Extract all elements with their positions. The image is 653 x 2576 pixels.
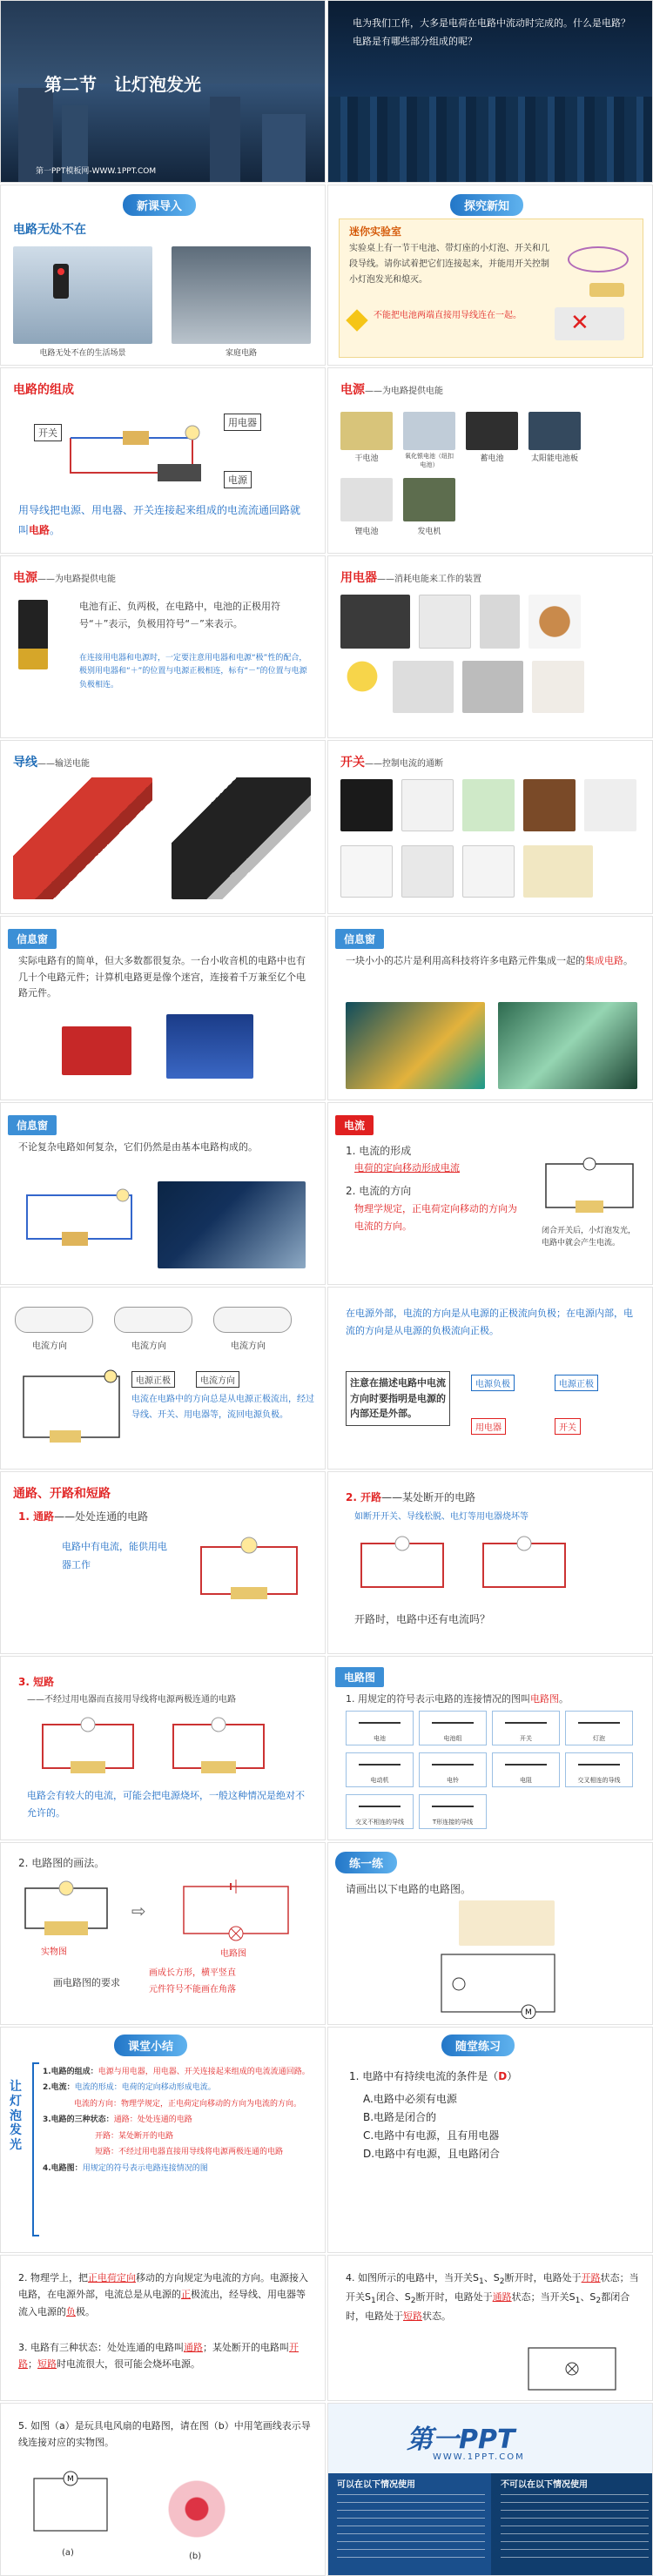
info-text: 一块小小的芯片是利用高科技将许多电路元件集成一起的集成电路。 xyxy=(346,955,633,966)
tv-image xyxy=(340,595,410,649)
caption: 锂电池 xyxy=(354,528,379,536)
slide-practice-2 xyxy=(327,2027,653,2253)
heading: 电路图 xyxy=(335,1667,384,1687)
flow-box: 电源正极 xyxy=(131,1371,175,1388)
caption: 氧化银电池（纽扣电池） xyxy=(405,453,454,468)
slide-info-window-1 xyxy=(0,916,326,1100)
symbol-label: 电池组 xyxy=(443,1735,462,1742)
current-circuit-diagram xyxy=(537,1155,642,1216)
wire-coil-image xyxy=(568,246,629,272)
slide-wires xyxy=(0,740,326,914)
symbol-icon xyxy=(359,1722,401,1724)
symbol-label: 交叉相连的导线 xyxy=(577,1777,621,1784)
lab-text: 实验桌上有一节干电池、带灯座的小灯泡、开关和几段导线。请你试着把它们连接起来，并能用开关控制小灯泡发光和熄灭。 xyxy=(349,244,549,285)
direction-text: 在电源外部，电流的方向是从电源的正极流向负极；在电源内部，电流的方向是从电源的负极流向正极。 xyxy=(346,1308,633,1336)
heading: 电路的组成 xyxy=(13,383,74,397)
circuit-label: 电路图 xyxy=(220,1949,246,1959)
nav-label: 随堂练习 xyxy=(441,2035,515,2056)
washer-image xyxy=(419,595,471,649)
heading: 电源——为电路提供电能 xyxy=(340,383,443,397)
point-2: 2. 电流的方向 xyxy=(346,1185,412,1197)
fan-toy-image xyxy=(158,2470,236,2548)
battery-image xyxy=(114,1307,192,1333)
brand-url: WWW.1PPT.COM xyxy=(433,2452,525,2462)
symbol-icon xyxy=(505,1764,547,1766)
slide-circuit-composition xyxy=(0,367,326,554)
heading: 电源——为电路提供电能 xyxy=(13,571,116,585)
point: 2. 电路图的画法。 xyxy=(18,1857,105,1869)
poles-note: 在连接用电器和电源时，一定要注意用电器和电源“极”性的配合，极别用电器和“＋”的位置与电源正极相连，标有“－”的位置与电源负极相连。 xyxy=(79,654,307,689)
oven-image xyxy=(532,661,584,713)
switch-label: 开关 xyxy=(34,424,62,441)
lithium-battery-image xyxy=(340,478,393,521)
flow-box: 电流方向 xyxy=(196,1371,239,1388)
knife-switch-image xyxy=(523,779,576,831)
heading: 用电器——消耗电能来工作的装置 xyxy=(340,571,481,585)
requirements: 画成长方形，横平竖直 元件符号不能画在角落 xyxy=(149,1968,236,1994)
slide-title xyxy=(0,0,326,183)
summary-side-title: 让灯泡发光 xyxy=(10,2080,22,2153)
point-1: 1. 电流的形成 xyxy=(346,1145,412,1157)
point: 3. 短路 xyxy=(18,1676,55,1688)
slide-circuit-diagram xyxy=(327,1656,653,1840)
question-1: 1. 电路中有持续电流的条件是（D） xyxy=(349,2070,518,2082)
symbol-label: 电动机 xyxy=(370,1777,389,1784)
computer-image xyxy=(166,1014,253,1079)
circuit-board-image xyxy=(158,1181,306,1268)
wall-switch-image xyxy=(401,845,454,898)
heading: 电路无处不在 xyxy=(13,223,86,237)
question-3: 3. 电路有三种状态：处处连通的电路叫通路；某处断开的电路叫开路；短路时电流很大，很可能会烧坏电源。 xyxy=(18,2342,299,2371)
buildings-image xyxy=(13,246,152,344)
slide-power-sources xyxy=(327,367,653,554)
requirements-label: 画电路图的要求 xyxy=(53,1977,120,1988)
info-tag: 信息窗 xyxy=(8,929,57,949)
slide-explore xyxy=(327,185,653,366)
fridge-image xyxy=(480,595,520,649)
direction-label: 电流方向 xyxy=(131,1342,166,1351)
short-circuit-note: 电路会有较大的电流，可能会把电源烧坏，一般这种情况是绝对不允许的。 xyxy=(27,1790,305,1819)
slide-practice-4 xyxy=(327,2255,653,2401)
direction-text: 电流在电路中的方向总是从电源正极流出，经过导线、开关、用电器等，流回电源负极。 xyxy=(131,1395,314,1420)
symbol-icon xyxy=(505,1722,547,1724)
battery-image xyxy=(589,283,624,297)
printer-image xyxy=(462,661,523,713)
open-circuit-text: 如断开开关、导线松脱、电灯等用电器烧坏等 xyxy=(354,1512,528,1522)
battery-image xyxy=(15,1307,93,1333)
question-5: 5. 如图（a）是玩具电风扇的电路图，请在图（b）中用笔画线表示导线连接对应的实物图。 xyxy=(18,2420,311,2449)
flow-box: 电源负极 xyxy=(471,1375,515,1391)
symbol-cell xyxy=(346,1794,414,1829)
button-cell-image xyxy=(403,412,455,450)
info-tag: 信息窗 xyxy=(335,929,384,949)
caption: 电路无处不在的生活场景 xyxy=(39,349,126,358)
nav-label: 练一练 xyxy=(335,1852,397,1873)
allowed-heading: 可以在以下情况使用 xyxy=(337,2480,415,2490)
cross-icon: ✕ xyxy=(570,310,589,336)
slide-open-circuit xyxy=(327,1471,653,1654)
caption: 太阳能电池板 xyxy=(530,454,578,463)
circuit-board-image xyxy=(498,1002,637,1089)
night-city-image xyxy=(328,97,653,183)
short-circuit-image xyxy=(555,307,624,340)
nav-label: 课堂小结 xyxy=(114,2035,187,2056)
arrow-right-icon: ⇨ xyxy=(131,1900,146,1921)
breaker-image xyxy=(584,779,636,831)
slide-practice-5 xyxy=(0,2403,326,2576)
microwave-image xyxy=(393,661,454,713)
symbol-icon xyxy=(432,1764,474,1766)
black-wire-image xyxy=(172,777,311,899)
nav-label: 新课导入 xyxy=(123,194,196,216)
point-2-text: 物理学规定，正电荷定向移动的方向为电流的方向。 xyxy=(354,1203,517,1232)
flow-box: 用电器 xyxy=(471,1418,506,1435)
symbol-cell xyxy=(419,1794,487,1829)
red-wire-image xyxy=(13,777,152,899)
brand-logo: 第一PPT xyxy=(407,2425,515,2455)
nav-label: 探究新知 xyxy=(450,194,523,216)
push-switch-image xyxy=(523,845,593,898)
caption: 干电池 xyxy=(354,454,379,463)
question-2: 2. 物理学上，把正电荷定向移动的方向规定为电流的方向。电源接入电路，在电源外部，电流总是从电源的正极流出，经导线、用电器等流入电源的负极。 xyxy=(18,2272,308,2317)
flow-box: 电源正极 xyxy=(555,1375,598,1391)
slide-title-text: 第二节 让灯泡发光 xyxy=(44,74,201,95)
closed-circuit-text: 电路中有电流，能供用电器工作 xyxy=(62,1541,167,1570)
slide-info-window-3 xyxy=(0,1102,326,1285)
battery-image xyxy=(213,1307,292,1333)
svg-text:M: M xyxy=(525,2008,532,2017)
symbol-cell xyxy=(419,1711,487,1745)
svg-text:M: M xyxy=(67,2475,74,2484)
short-circuit-text: ——不经过用电器而直接用导线将电源两极连通的电路 xyxy=(27,1695,236,1705)
short-circuit-image xyxy=(166,1714,271,1775)
info-text: 实际电路有的简单，但大多数都很复杂。一台小收音机的电路中也有几十个电路元件；计算机电路更是像个迷宫，连接着千万兼至亿个电路元件。 xyxy=(18,955,306,999)
open-circuit-image xyxy=(476,1533,572,1594)
symbol-label: 交叉不相连的导线 xyxy=(355,1819,404,1826)
symbol-cell xyxy=(565,1711,633,1745)
warning-text: 不能把电池两端直接用导线连在一起。 xyxy=(374,311,522,320)
symbol-cell xyxy=(492,1711,560,1745)
slide-current-inside-outside xyxy=(327,1287,653,1470)
symbol-label: 电铃 xyxy=(447,1777,459,1784)
battery-image xyxy=(18,600,48,669)
circuit-diagram xyxy=(15,1368,128,1446)
info-text: 不论复杂电路如何复杂，它们仍然是由基本电路构成的。 xyxy=(18,1141,258,1153)
circuit-schematic xyxy=(175,1878,297,1942)
storage-battery-image xyxy=(466,412,518,450)
wall-switch-image xyxy=(340,845,393,898)
touch-switch-image xyxy=(340,779,393,831)
heading: 通路、开路和短路 xyxy=(13,1487,111,1501)
symbol-icon xyxy=(578,1764,620,1766)
open-circuit-image xyxy=(354,1533,450,1594)
question-4: 4. 如图所示的电路中，当开关$S_1$、$S_2$断开时，电路处于开路状态；当开关$S_1$闭合、$S_2$断开时，电路处于通路状态；当开关$S_1$、$S_2$都闭合时，电路处于短路状态。 xyxy=(346,2272,639,2323)
slide-practice-1 xyxy=(327,1842,653,2025)
direction-label: 电流方向 xyxy=(32,1342,67,1351)
dry-battery-image xyxy=(340,412,393,450)
definition-text: 用导线把电源、用电器、开关连接起来组成的电流流通回路就叫电路。 xyxy=(18,504,301,536)
real-circuit-image xyxy=(18,1878,114,1939)
slide-appliances xyxy=(327,555,653,738)
short-circuit-image xyxy=(36,1714,140,1775)
symbol-cell xyxy=(346,1711,414,1745)
label-b: (b) xyxy=(189,2552,202,2561)
lab-title: 迷你实验室 xyxy=(349,225,402,238)
slide-intro xyxy=(327,0,653,183)
symbol-label: 开关 xyxy=(520,1735,532,1742)
slide-current xyxy=(327,1102,653,1285)
slide-current-direction xyxy=(0,1287,326,1470)
heading: 电流 xyxy=(335,1115,374,1135)
point: 2. 开路——某处断开的电路 xyxy=(346,1491,476,1503)
circuit-schematic xyxy=(27,2470,114,2539)
symbol-label: T形连接的导线 xyxy=(432,1819,474,1826)
slide-credits xyxy=(327,2403,653,2576)
symbol-label: 灯泡 xyxy=(593,1735,605,1742)
info-tag: 信息窗 xyxy=(8,1115,57,1135)
circuit-schematic xyxy=(433,1949,563,2019)
generator-image xyxy=(403,478,455,521)
appliance-label: 用电器 xyxy=(224,414,261,431)
caption: 家庭电路 xyxy=(225,349,257,358)
heading: 开关——控制电流的通断 xyxy=(340,756,443,770)
circuit-photo-diagram xyxy=(53,412,227,490)
symbol-cell xyxy=(492,1752,560,1787)
slide-summary xyxy=(0,2027,326,2253)
switch-image xyxy=(401,779,454,831)
practice-text: 请画出以下电路的电路图。 xyxy=(346,1883,472,1895)
not-allowed-heading: 不可以在以下情况使用 xyxy=(501,2480,588,2490)
intro-text: 电为我们工作，大多是电荷在电路中流动时完成的。什么是电路？电路是有哪些部分组成的呢？ xyxy=(353,17,630,47)
caption: 蓄电池 xyxy=(480,454,504,463)
wall-switch-image xyxy=(462,845,515,898)
slide-practice-3 xyxy=(0,2255,326,2401)
fan-image xyxy=(528,595,581,649)
slide-battery-poles xyxy=(0,555,326,738)
definition-text: 1. 用规定的符号表示电路的连接情况的图叫电路图。 xyxy=(346,1693,569,1705)
fine-print xyxy=(337,2494,485,2564)
symbol-icon xyxy=(359,1764,401,1766)
symbol-label: 电阻 xyxy=(520,1777,532,1784)
real-label: 实物图 xyxy=(41,1947,67,1957)
question: 开路时，电路中还有电流吗？ xyxy=(354,1613,491,1625)
slide-lead-in xyxy=(0,185,326,366)
label-a: (a) xyxy=(62,2548,74,2558)
side-note: 闭合开关后，小灯泡发光，电路中就会产生电流。 xyxy=(542,1227,636,1248)
note-box: 注意在描述电路中电流方向时要指明是电源的内部还是外部。 xyxy=(346,1371,450,1426)
source-label: 电源 xyxy=(224,471,252,488)
radio-image xyxy=(62,1026,131,1075)
poles-text: 电池有正、负两极，在电路中，电池的正极用符号“＋”表示，负极用符号“－”来表示。 xyxy=(79,601,280,629)
symbol-label: 电池 xyxy=(374,1735,386,1742)
summary-body: 1.电路的组成：电源与用电器，用电器、开关连接起来组成的电流流通回路。 2.电流：电流的形成：电荷的定向移动形成电流。 电流的方向：物理学规定，正电荷定向移动的方向为电流的方向。 3.电路的三种状态：通路：处处连通的电路 开路：某处断开的电路 短路：不经过用电器直接用导线将电源两极连通的电路 4.电路图：用规定的符号表示电路连接情况的图 xyxy=(43,2068,310,2173)
caption: 发电机 xyxy=(417,528,441,536)
point-1-text: 电荷的定向移动形成电流 xyxy=(354,1162,460,1174)
symbol-icon xyxy=(359,1806,401,1807)
room-image xyxy=(172,246,311,344)
solar-panel-image xyxy=(528,412,581,450)
symbol-cell xyxy=(346,1752,414,1787)
lamp-image xyxy=(340,661,384,713)
switch-image xyxy=(462,779,515,831)
symbol-cell xyxy=(565,1752,633,1787)
simple-circuit-diagram xyxy=(18,1187,140,1248)
symbol-icon xyxy=(432,1722,474,1724)
direction-label: 电流方向 xyxy=(231,1342,266,1351)
slide-switches xyxy=(327,740,653,914)
closed-circuit-image xyxy=(192,1533,306,1603)
slide-info-window-2 xyxy=(327,916,653,1100)
slide-circuit-states xyxy=(0,1471,326,1654)
flow-box: 开关 xyxy=(555,1418,581,1435)
slide-short-circuit xyxy=(0,1656,326,1840)
chip-image xyxy=(346,1002,485,1089)
site-label: 第一PPT模板网-WWW.1PPT.COM xyxy=(36,167,157,176)
point: 1. 通路——处处连通的电路 xyxy=(18,1510,149,1523)
slide-drawing-method xyxy=(0,1842,326,2025)
heading: 导线——输送电能 xyxy=(13,756,90,770)
symbol-icon xyxy=(432,1806,474,1807)
symbol-icon xyxy=(578,1722,620,1724)
circuit-photo xyxy=(459,1900,555,1946)
fine-print xyxy=(501,2494,649,2564)
options: A.电路中必须有电源 B.电路是闭合的 C.电路中有电源，且有用电器 D.电路中有电源，且电路闭合 xyxy=(363,2093,501,2160)
circuit-schematic xyxy=(520,2343,624,2395)
symbol-cell xyxy=(419,1752,487,1787)
